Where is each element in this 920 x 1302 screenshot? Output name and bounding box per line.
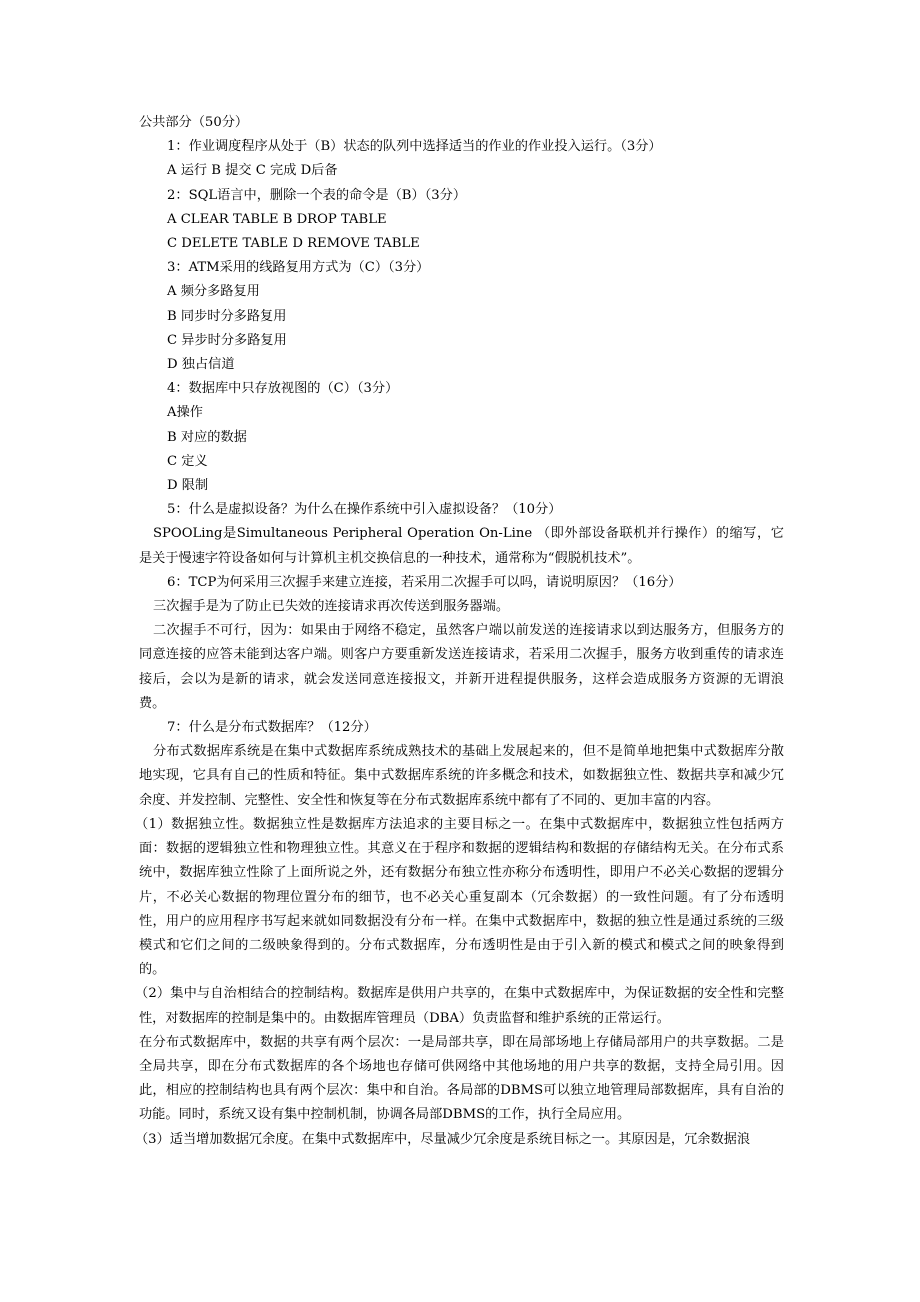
question-7-point-2: （2）集中与自治相结合的控制结构。数据库是供用户共享的，在集中式数据库中，为保证数据的安全性和完整性，对数据库的控制是集中的。由数据库管理员（DBA）负责监督和维护系统的正常运行。 (135, 986, 784, 1026)
question-1: 1：作业调度程序从处于（B）状态的队列中选择适当的作业的作业投入运行。（3分） (167, 139, 662, 155)
question-4-option-d: D 限制 (167, 478, 209, 494)
question-7: 7：什么是分布式数据库？（12分） (167, 720, 377, 736)
question-6-answer-1: 三次握手是为了防止已失效的连接请求再次传送到服务器端。 (153, 599, 510, 615)
document-body (135, 111, 784, 1152)
question-4: 4：数据库中只存放视图的（C）（3分） (167, 381, 399, 397)
question-7-intro: 分布式数据库系统是在集中式数据库系统成熟技术的基础上发展起来的，但不是简单地把集中式数据库分散地实现，它具有自己的性质和特征。集中式数据库系统的许多概念和技术，如数据独立性、数据共享和减少冗余度、并发控制、完整性、安全性和恢复等在分布式数据库系统中都有了不同的、更加丰富的内容。 (139, 744, 784, 808)
question-3-option-c: C 异步时分多路复用 (167, 332, 287, 348)
section-title: 公共部分（50分） (139, 115, 249, 130)
question-7-point-3: （3）适当增加数据冗余度。在集中式数据库中，尽量减少冗余度是系统目标之一。其原因是，冗余数据浪 (135, 1131, 751, 1147)
question-7-point-1: （1）数据独立性。数据独立性是数据库方法追求的主要目标之一。在集中式数据库中，数据独立性包括两方面：数据的逻辑独立性和物理独立性。其意义在于程序和数据的逻辑结构和数据的存储结构无关。在分布式系统中，数据库独立性除了上面所说之外，还有数据分布独立性亦称分布透明性，即用户不必关心数据的逻辑分片，不必关心数据的物理位置分布的细节，也不必关心重复副本（冗余数据）的一致性问题。有了分布透明性，用户的应用程序书写起来就如同数据没有分布一样。在集中式数据库中，数据的独立性是通过系统的三级模式和它们之间的二级映象得到的。分布式数据库，分布透明性是由于引入新的模式和模式之间的映象得到的。 (135, 816, 784, 978)
question-1-options: A 运行 B 提交 C 完成 D后备 (167, 163, 338, 179)
question-3-option-a: A 频分多路复用 (167, 284, 260, 300)
question-5: 5：什么是虚拟设备？为什么在操作系统中引入虚拟设备？（10分） (167, 502, 562, 518)
question-3: 3：ATM采用的线路复用方式为（C）（3分） (167, 260, 430, 276)
question-6-answer-2: 二次握手不可行，因为：如果由于网络不稳定，虽然客户端以前发送的连接请求以到达服务方，但服务方的同意连接的应答未能到达客户端。则客户方要重新发送连接请求，若采用二次握手，服务方收到重传的请求连接后，会以为是新的请求，就会发送同意连接报文，并新开进程提供服务，这样会造成服务方资源的无谓浪费。 (139, 623, 784, 711)
question-4-option-a: A操作 (167, 405, 203, 421)
question-4-option-c: C 定义 (167, 453, 208, 469)
question-3-option-b: B 同步时分多路复用 (167, 308, 287, 324)
question-3-option-d: D 独占信道 (167, 357, 235, 373)
question-2-options-ab: A CLEAR TABLE B DROP TABLE (167, 211, 387, 227)
question-6: 6：TCP为何采用三次握手来建立连接，若采用二次握手可以吗，请说明原因？（16分） (167, 574, 682, 590)
question-2-options-cd: C DELETE TABLE D REMOVE TABLE (167, 236, 420, 252)
question-5-answer: SPOOLing是Simultaneous Peripheral Operation On-Line （即外部设备联机并行操作）的缩写，它是关于慢速字符设备如何与计算机主机交换信息的一种技术，通常称为“假脱机技术”。 (139, 526, 784, 566)
question-2: 2：SQL语言中，删除一个表的命令是（B）（3分） (167, 187, 467, 203)
question-4-option-b: B 对应的数据 (167, 429, 247, 445)
question-7-point-2-continued: 在分布式数据库中，数据的共享有两个层次：一是局部共享，即在局部场地上存储局部用户的共享数据。二是全局共享，即在分布式数据库的各个场地也存储可供网络中其他场地的用户共享的数据，支持全局引用。因此，相应的控制结构也具有两个层次：集中和自治。各局部的DBMS可以独立地管理局部数据库，具有自治的功能。同时，系统又设有集中控制机制，协调各局部DBMS的工作，执行全局应用。 (139, 1034, 784, 1123)
